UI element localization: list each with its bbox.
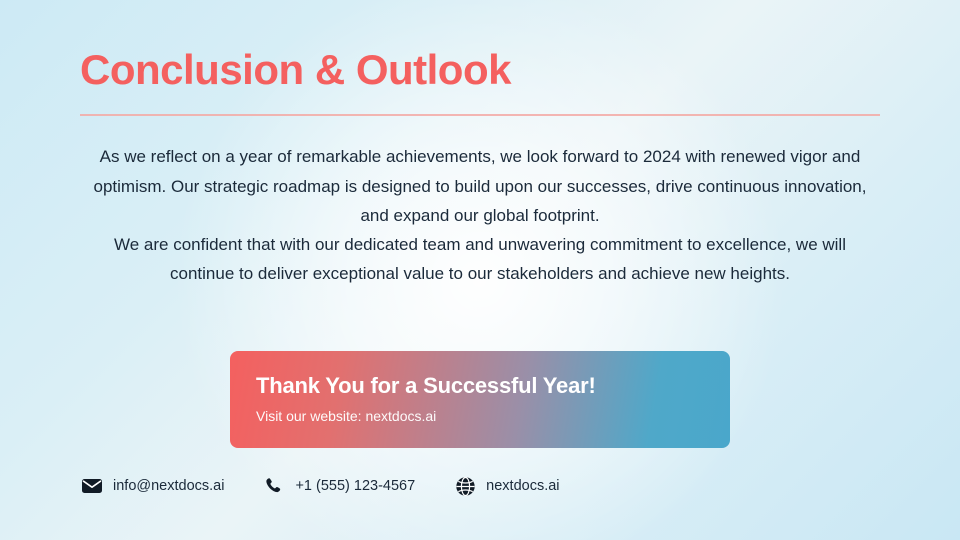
- callout-banner: [230, 351, 730, 448]
- body-paragraph-2: We are confident that with our dedicated team and unwavering commitment to excellence, we will continue to deliver exceptional value to our stakeholders and achieve new heights.: [113, 235, 846, 284]
- phone-icon: [262, 474, 286, 498]
- callout-subtitle: Visit our website: nextdocs.ai: [256, 408, 437, 424]
- contact-phone-label: +1 (555) 123-4567: [295, 478, 416, 494]
- contact-phone[interactable]: [262, 474, 415, 498]
- envelope-icon: [80, 474, 104, 498]
- contact-bar: [80, 474, 598, 498]
- slide-content: [80, 46, 880, 288]
- body-text: [80, 142, 880, 288]
- page-title: Conclusion & Outlook: [80, 46, 511, 93]
- title-divider: [80, 114, 880, 116]
- contact-email[interactable]: [80, 474, 224, 498]
- contact-website-label: nextdocs.ai: [486, 478, 560, 494]
- callout-title: Thank You for a Successful Year!: [256, 373, 596, 398]
- body-paragraph-1: As we reflect on a year of remarkable achievements, we look forward to 2024 with renewed vigor and optimism. Our strategic roadmap is designed to build upon our successes, drive continuous innovation, and expand our global footprint.: [93, 147, 867, 225]
- globe-icon: [453, 474, 477, 498]
- contact-email-label: info@nextdocs.ai: [113, 478, 225, 494]
- contact-website[interactable]: [453, 474, 559, 498]
